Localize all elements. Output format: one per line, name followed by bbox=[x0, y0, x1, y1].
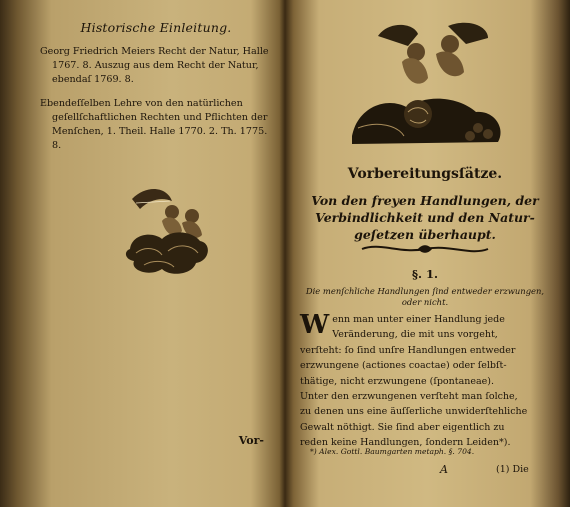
body-line: enn man unter einer Handlung jede bbox=[332, 314, 505, 325]
body-line: Unter den erzwungenen verſteht man ſolche, bbox=[300, 391, 518, 403]
chapter-title: Vorbereitungsſätze. bbox=[347, 166, 503, 182]
section-number: §. 1. bbox=[411, 267, 439, 281]
body-line: zu denen uns eine äuſſerliche unwiderſtehliche bbox=[300, 406, 528, 418]
running-head: Historische Einleitung. bbox=[80, 20, 232, 35]
paragraph-body bbox=[300, 312, 546, 451]
ornamental-rule bbox=[360, 240, 490, 258]
summary-line: Die menſchliche Handlungen ſind entweder erzwungen, bbox=[305, 286, 545, 296]
left-page bbox=[40, 14, 272, 494]
subtitle-line: Von den freyen Handlungen, der bbox=[311, 193, 539, 208]
catchword: Vor- bbox=[238, 434, 264, 447]
body-line: Veränderung, die mit uns vorgeht, bbox=[332, 329, 498, 341]
right-page bbox=[300, 14, 550, 494]
body-line: thätige, nicht erzwungene (ſpontaneae). bbox=[300, 375, 495, 387]
body-line: erzwungene (actiones coactae) oder ſelbſt- bbox=[300, 360, 507, 372]
body-line: reden keine Handlungen, ſondern Leiden*). bbox=[300, 437, 511, 449]
chapter-subtitle bbox=[300, 192, 550, 243]
body-line: verſteht: ſo ſind unſre Handlungen entweder bbox=[300, 344, 516, 356]
cherub-cloud-vignette bbox=[122, 179, 212, 284]
cherubs-headpiece-vignette bbox=[338, 16, 508, 156]
subtitle-line: geſetzen überhaupt. bbox=[354, 227, 496, 242]
body-line: Gewalt nöthigt. Sie ſind aber eigentlich zu bbox=[300, 421, 505, 433]
footnote: *) Alex. Gottl. Baumgarten metaph. §. 704. bbox=[310, 447, 475, 456]
signature-mark: A bbox=[440, 463, 448, 476]
catchword: (1) Die bbox=[496, 464, 529, 475]
summary-line: oder nicht. bbox=[401, 296, 449, 307]
drop-cap: W bbox=[300, 310, 330, 340]
section-summary bbox=[300, 286, 550, 307]
bibliography-entry-1: Georg Friedrich Meiers Recht der Natur, Halle 1767. 8. Auszug aus dem Recht der Natur, ebendaſ 1769. 8. bbox=[40, 46, 269, 85]
subtitle-line: Verbindlichkeit und den Natur- bbox=[315, 210, 535, 225]
bibliography-entry-2: Ebendeſſelben Lehre von den natürlichen geſellſchaftlichen Rechten und Pflichten der Menſchen, 1. Theil. Halle 1770. 2. Th. 1775. 8. bbox=[40, 98, 268, 151]
